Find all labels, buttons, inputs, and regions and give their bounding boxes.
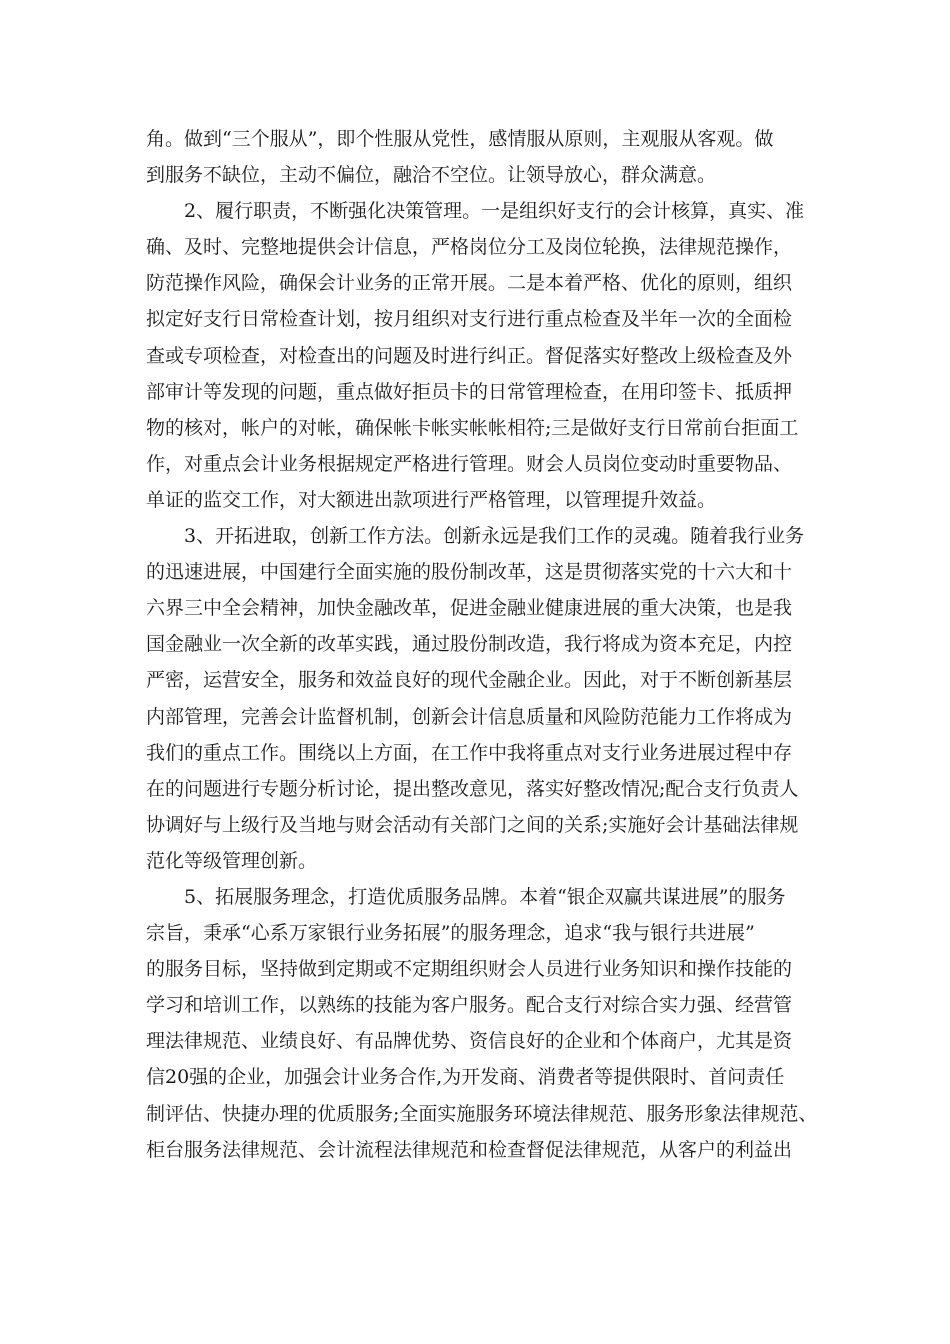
text-line: 防范操作风险，确保会计业务的正常开展。二是本着严格、优化的原则，组织 bbox=[146, 272, 793, 295]
document-body bbox=[146, 121, 836, 1168]
text-line: 的迅速进展，中国建行全面实施的股份制改革，这是贯彻落实党的十六大和十 bbox=[146, 561, 793, 584]
text-line: 部审计等发现的问题，重点做好拒员卡的日常管理检查，在用印签卡、抵质押 bbox=[146, 380, 793, 403]
text-line: 查或专项检查，对检查出的问题及时进行纠正。督促落实好整改上级检查及外 bbox=[146, 344, 793, 367]
text-line: 拟定好支行日常检查计划，按月组织对支行进行重点检查及半年一次的全面检 bbox=[146, 308, 793, 331]
text-line: 内部管理，完善会计监督机制，创新会计信息质量和风险防范能力工作将成为 bbox=[146, 705, 793, 728]
text-line: 作，对重点会计业务根据规定严格进行管理。财会人员岗位变动时重要物品、 bbox=[146, 452, 793, 475]
text-line: 国金融业一次全新的改革实践，通过股份制改造，我行将成为资本充足，内控 bbox=[146, 633, 793, 656]
text-line: 我们的重点工作。围绕以上方面，在工作中我将重点对支行业务进展过程中存 bbox=[146, 741, 793, 764]
text-line: 制评估、快捷办理的优质服务;全面实施服务环境法律规范、服务形象法律规范、 bbox=[146, 1102, 818, 1125]
text-line: 理法律规范、业绩良好、有品牌优势、资信良好的企业和个体商户，尤其是资 bbox=[146, 1030, 793, 1053]
text-line: 单证的监交工作，对大额进出款项进行严格管理，以管理提升效益。 bbox=[146, 488, 717, 511]
text-line: 3、开拓进取，创新工作方法。创新永远是我们工作的灵魂。随着我行业务 bbox=[184, 525, 805, 548]
text-line: 严密，运营安全，服务和效益良好的现代金融企业。因此，对于不断创新基层 bbox=[146, 669, 793, 692]
text-line: 到服务不缺位，主动不偏位，融洽不空位。让领导放心，群众满意。 bbox=[146, 164, 717, 187]
text-line: 5、拓展服务理念，打造优质服务品牌。本着“银企双赢共谋进展”的服务 bbox=[184, 885, 786, 908]
text-line: 在的问题进行专题分析讨论，提出整改意见，落实好整改情况;配合支行负责人 bbox=[146, 777, 799, 800]
text-line: 确、及时、完整地提供会计信息，严格岗位分工及岗位轮换，法律规范操作， bbox=[146, 236, 793, 259]
text-line: 物的核对，帐户的对帐，确保帐卡帐实帐帐相符;三是做好支行日常前台拒面工 bbox=[146, 416, 799, 439]
text-line: 的服务目标，坚持做到定期或不定期组织财会人员进行业务知识和操作技能的 bbox=[146, 958, 793, 981]
text-line: 2、履行职责，不断强化决策管理。一是组织好支行的会计核算，真实、准 bbox=[184, 200, 805, 223]
text-line: 范化等级管理创新。 bbox=[146, 849, 318, 872]
text-line: 宗旨，秉承“心系万家银行业务拓展”的服务理念，追求“我与银行共进展” bbox=[146, 922, 755, 945]
text-line: 六界三中全会精神，加快金融改革，促进金融业健康进展的重大决策，也是我 bbox=[146, 597, 793, 620]
text-line: 学习和培训工作，以熟练的技能为客户服务。配合支行对综合实力强、经营管 bbox=[146, 994, 793, 1017]
text-line: 柜台服务法律规范、会计流程法律规范和检查督促法律规范，从客户的利益出 bbox=[146, 1138, 793, 1161]
text-line: 信20强的企业，加强会计业务合作,为开发商、消费者等提供限时、首问责任 bbox=[146, 1066, 785, 1089]
text-line: 协调好与上级行及当地与财会活动有关部门之间的关系;实施好会计基础法律规 bbox=[146, 813, 799, 836]
text-line: 角。做到“三个服从”，即个性服从党性，感情服从原则，主观服从客观。做 bbox=[146, 128, 774, 150]
